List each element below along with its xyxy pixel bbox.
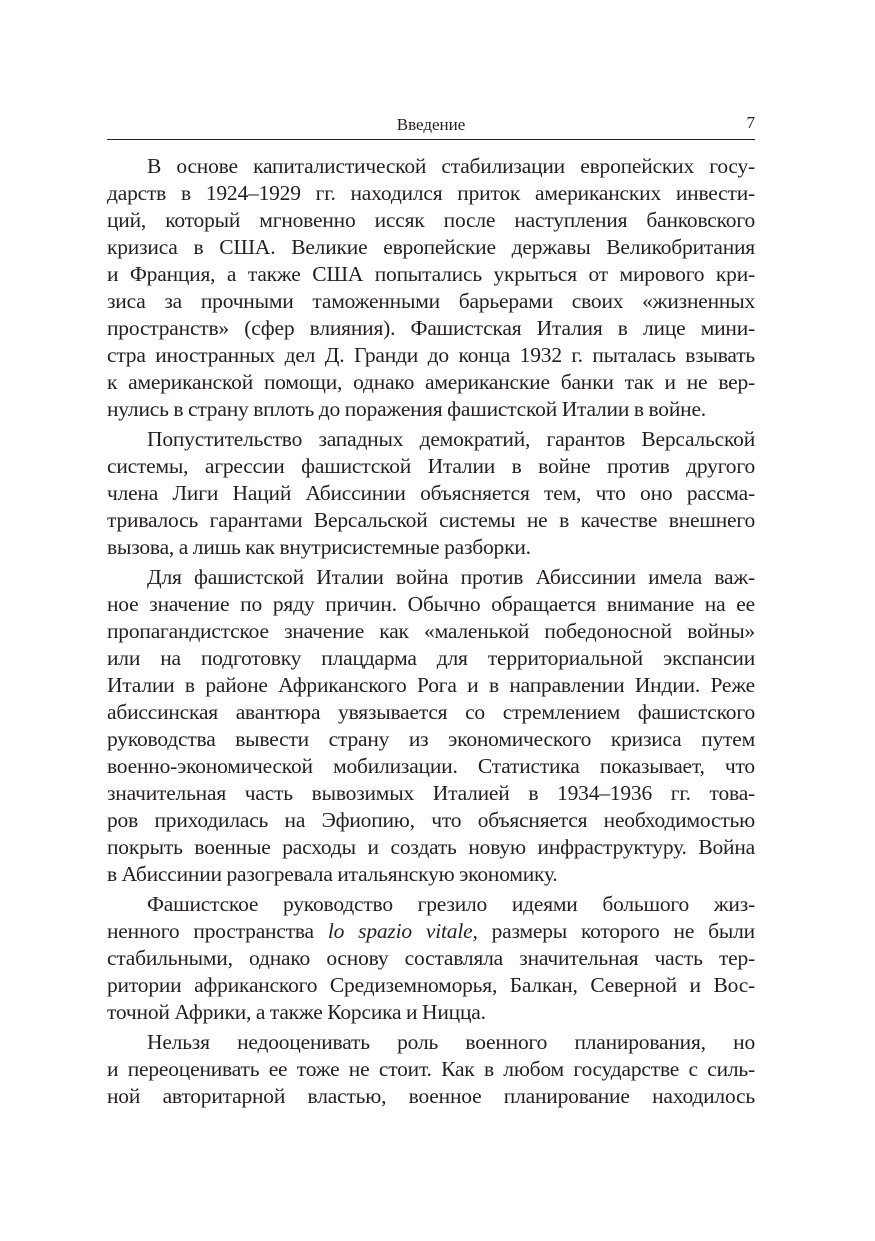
text-line: Фашистское руководство грезило идеями большого жиз- (147, 892, 755, 916)
page-number: 7 (746, 113, 755, 132)
running-head (107, 112, 755, 140)
text-run: ненного пространства (107, 919, 328, 943)
text-line: покрыть военные расходы и создать новую инфраструктуру. Война (107, 835, 755, 859)
text-line: ное значение по ряду причин. Обычно обращается внимание на ее (107, 592, 755, 616)
text-line: Италии в районе Африканского Рога и в направлении Индии. Реже (107, 673, 755, 697)
text-line: стабильными, однако основу составляла значительная часть тер- (107, 946, 755, 970)
chapter-title: Введение (396, 115, 466, 134)
text-line: ров приходилась на Эфиопию, что объясняется необходимостью (107, 808, 755, 832)
text-line: тривалось гарантами Версальской системы не в качестве внешнего (107, 508, 755, 532)
text-line: или на подготовку плацдарма для территориальной экспансии (107, 646, 755, 670)
text-line: пространств» (сфер влияния). Фашистская Италия в лице мини- (107, 316, 755, 340)
text-run: размеры которого не были (477, 919, 755, 943)
paragraph (107, 426, 755, 561)
text-line: значительная часть вывозимых Италией в 1934–1936 гг. това- (107, 781, 755, 805)
text-line: в Абиссинии разогревала итальянскую экономику. (107, 862, 558, 886)
text-line: кризиса в США. Великие европейские державы Великобритания (107, 235, 755, 259)
text-line: нулись в страну вплоть до поражения фашистской Италии в войне. (107, 397, 706, 421)
text-line: системы, агрессии фашистской Италии в войне против другого (107, 454, 755, 478)
text-line: военно-экономической мобилизации. Статистика показывает, что (107, 754, 755, 778)
text-line: вызова, а лишь как внутрисистемные разборки. (107, 535, 531, 559)
paragraph (107, 153, 755, 423)
italic-term: lo spazio vitale, (327, 919, 478, 943)
text-line: зиса за прочными таможенными барьерами своих «жизненных (107, 289, 755, 313)
text-line: ной авторитарной властью, военное планирование находилось (107, 1084, 755, 1108)
text-line: Попустительство западных демократий, гарантов Версальской (147, 427, 755, 451)
paragraph (107, 564, 755, 888)
paragraph (107, 891, 755, 1026)
text-line: дарств в 1924–1929 гг. находился приток американских инвести- (107, 181, 755, 205)
body-text (107, 153, 755, 1110)
text-line: стра иностранных дел Д. Гранди до конца 1932 г. пыталась взывать (107, 343, 755, 367)
text-line: В основе капиталистической стабилизации европейских госу- (147, 154, 755, 178)
text-line: руководства вывести страну из экономического кризиса путем (107, 727, 755, 751)
text-line: пропагандистское значение как «маленькой победоносной войны» (107, 619, 755, 643)
text-line: ций, который мгновенно иссяк после наступления банковского (107, 208, 755, 232)
text-line: Для фашистской Италии война против Абиссинии имела важ- (147, 565, 755, 589)
text-line: ритории африканского Средиземноморья, Балкан, Северной и Вос- (107, 973, 755, 997)
text-line: точной Африки, а также Корсика и Ницца. (107, 1000, 486, 1024)
text-line: и Франция, а также США попытались укрыться от мирового кри- (107, 262, 755, 286)
text-line: абиссинская авантюра увязывается со стремлением фашистского (107, 700, 755, 724)
text-line (107, 918, 755, 945)
text-line: к американской помощи, однако американские банки так и не вер- (107, 370, 755, 394)
text-line: члена Лиги Наций Абиссинии объясняется тем, что оно рассма- (107, 481, 755, 505)
text-line: Нельзя недооценивать роль военного планирования, но (147, 1030, 755, 1054)
text-line: и переоценивать ее тоже не стоит. Как в любом государстве с силь- (107, 1057, 755, 1081)
paragraph (107, 1029, 755, 1110)
